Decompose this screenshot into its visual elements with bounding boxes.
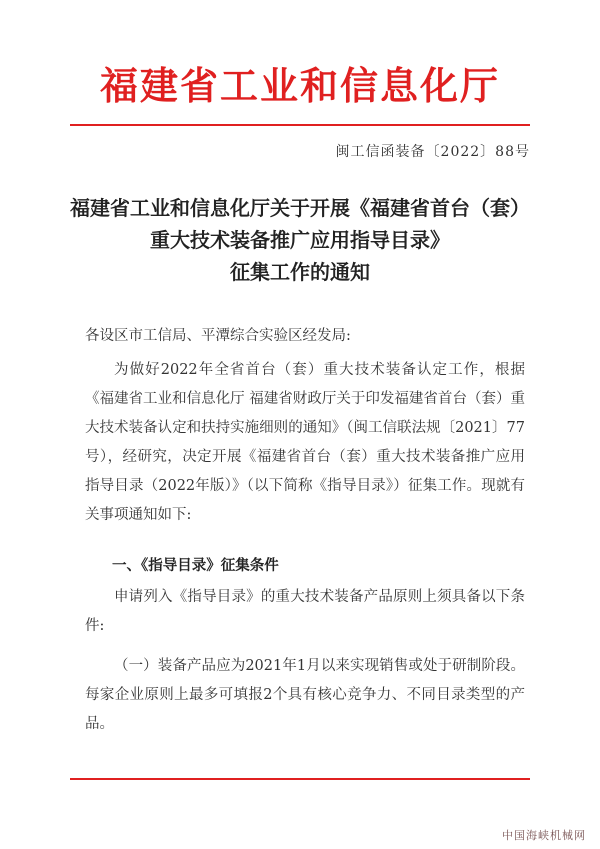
letterhead-red-rule — [70, 124, 530, 126]
footer-red-rule — [70, 778, 530, 780]
title-line-3: 征集工作的通知 — [230, 260, 370, 284]
salutation: 各设区市工信局、平潭综合实验区经发局: — [85, 328, 351, 344]
section-1-item-1-paragraph: （一）装备产品应为2021年1月以来实现销售或处于研制阶段。每家企业原则上最多可填报2个具有核心竞争力、不同目录类型的产品。 — [85, 658, 525, 732]
source-watermark: 中国海峡机械网 — [502, 829, 586, 842]
title-line-2: 重大技术装备推广应用指导目录》 — [150, 228, 450, 252]
title-line-1: 福建省工业和信息化厅关于开展《福建省首台（套） — [70, 196, 530, 220]
letterhead-title: 福建省工业和信息化厅 — [99, 63, 500, 108]
document-title — [60, 192, 540, 288]
document-number: 闽工信函装备〔2022〕88号 — [335, 144, 530, 160]
section-1-intro-paragraph: 申请列入《指导目录》的重大技术装备产品原则上须具备以下条件: — [85, 589, 525, 634]
section-heading-1: 一、《指导目录》征集条件 — [112, 558, 279, 574]
intro-paragraph: 为做好2022年全省首台（套）重大技术装备认定工作，根据《福建省工业和信息化厅 福建省财政厅关于印发福建省首台（套）重大技术装备认定和扶持实施细则的通知》（闽工信联法规〔2021〕77号），经研究，决定开展《福建省首台（套）重大技术装备推广应用指导目录（2022年版）》（以下简称《指导目录》）征集工作。现就有关事项通知如下: — [85, 362, 525, 523]
